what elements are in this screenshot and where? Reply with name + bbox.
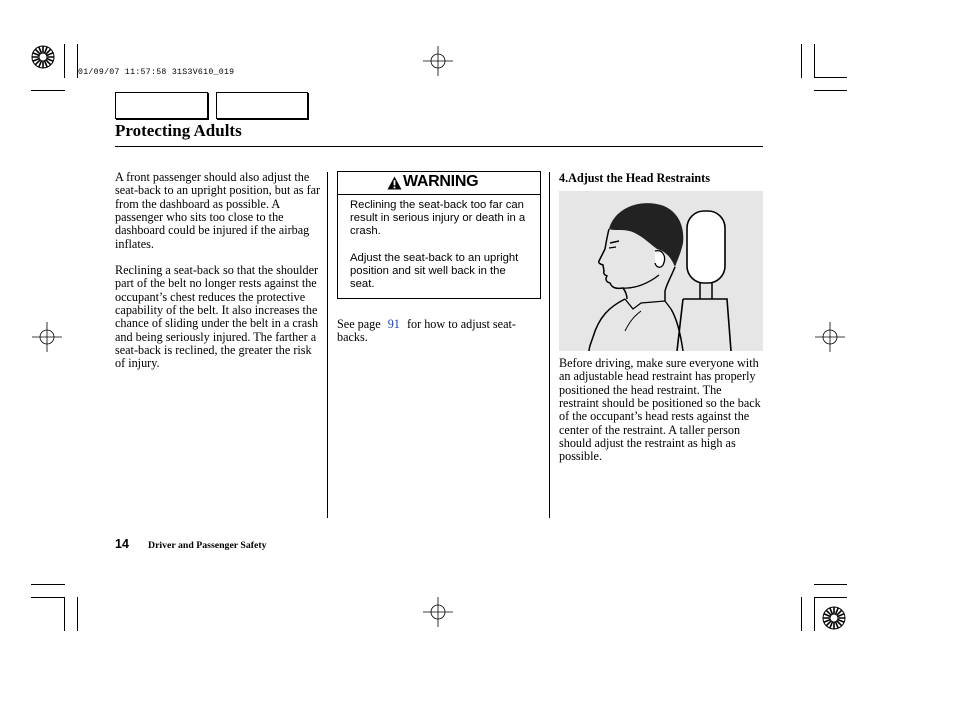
crop-mark [814,584,847,585]
crop-mark [77,597,78,631]
head-restraint-illustration [559,191,763,351]
title-rule [115,146,763,147]
warning-text: Adjust the seat-back to an upright position and sit well back in the seat. [350,252,519,291]
section-footer: Driver and Passenger Safety [148,540,267,551]
warning-text: Reclining the seat-back too far can result in serious injury or death in a crash. [350,199,526,238]
see-page-prefix: See page [337,317,381,331]
warning-box [337,171,541,299]
page-number: 14 [115,537,129,551]
crop-mark [814,597,847,598]
crop-mark [31,597,65,598]
crop-mark [64,44,65,78]
crop-mark [814,77,847,78]
warning-triangle-icon [387,176,402,190]
body-paragraph: Reclining a seat-back so that the shoulder part of the belt no longer rests against the occupant’s chest reduces the protective capability of the belt. It also increases the chance of sliding under the belt in a crash and being seriously injured. The farther a seat-back is reclined, the greater the risk of injury. [115,263,319,371]
page-title: Protecting Adults [115,121,242,140]
crop-mark [814,90,847,91]
crop-mark [814,44,815,78]
crop-mark [801,44,802,78]
body-paragraph: Before driving, make sure everyone with an adjustable head restraint has properly positioned the head restraint. The restraint should be positioned so the back of the occupant’s head rests against the center of the restraint. A taller person should adjust the restraint as high as possible. [559,356,761,464]
crop-mark [31,584,65,585]
see-page-suffix: for how to adjust seat-backs. [337,317,516,345]
crop-mark [31,90,65,91]
section-heading: 4.Adjust the Head Restraints [559,171,710,185]
page-link[interactable]: 91 [387,317,400,331]
column-divider [327,172,328,518]
registration-crosshair-icon [423,46,453,76]
crop-mark [801,597,802,631]
column-divider [549,172,550,518]
warning-header [338,172,540,195]
body-paragraph: A front passenger should also adjust the seat-back to an upright position, but as far from the dashboard as possible. A passenger who sits too close to the dashboard could be injured if the airbag inflates. [115,170,321,251]
warning-label: WARNING [403,173,479,190]
header-tab[interactable] [216,92,308,119]
crop-mark [64,597,65,631]
registration-crosshair-icon [32,322,62,352]
registration-crosshair-icon [815,322,845,352]
header-tab[interactable] [115,92,208,119]
registration-sunburst-icon [822,606,846,630]
print-slug: 01/09/07 11:57:58 31S3V610_019 [78,68,235,77]
registration-crosshair-icon [423,597,453,627]
crop-mark [814,597,815,631]
registration-sunburst-icon [31,45,55,69]
see-page-note [337,318,541,345]
